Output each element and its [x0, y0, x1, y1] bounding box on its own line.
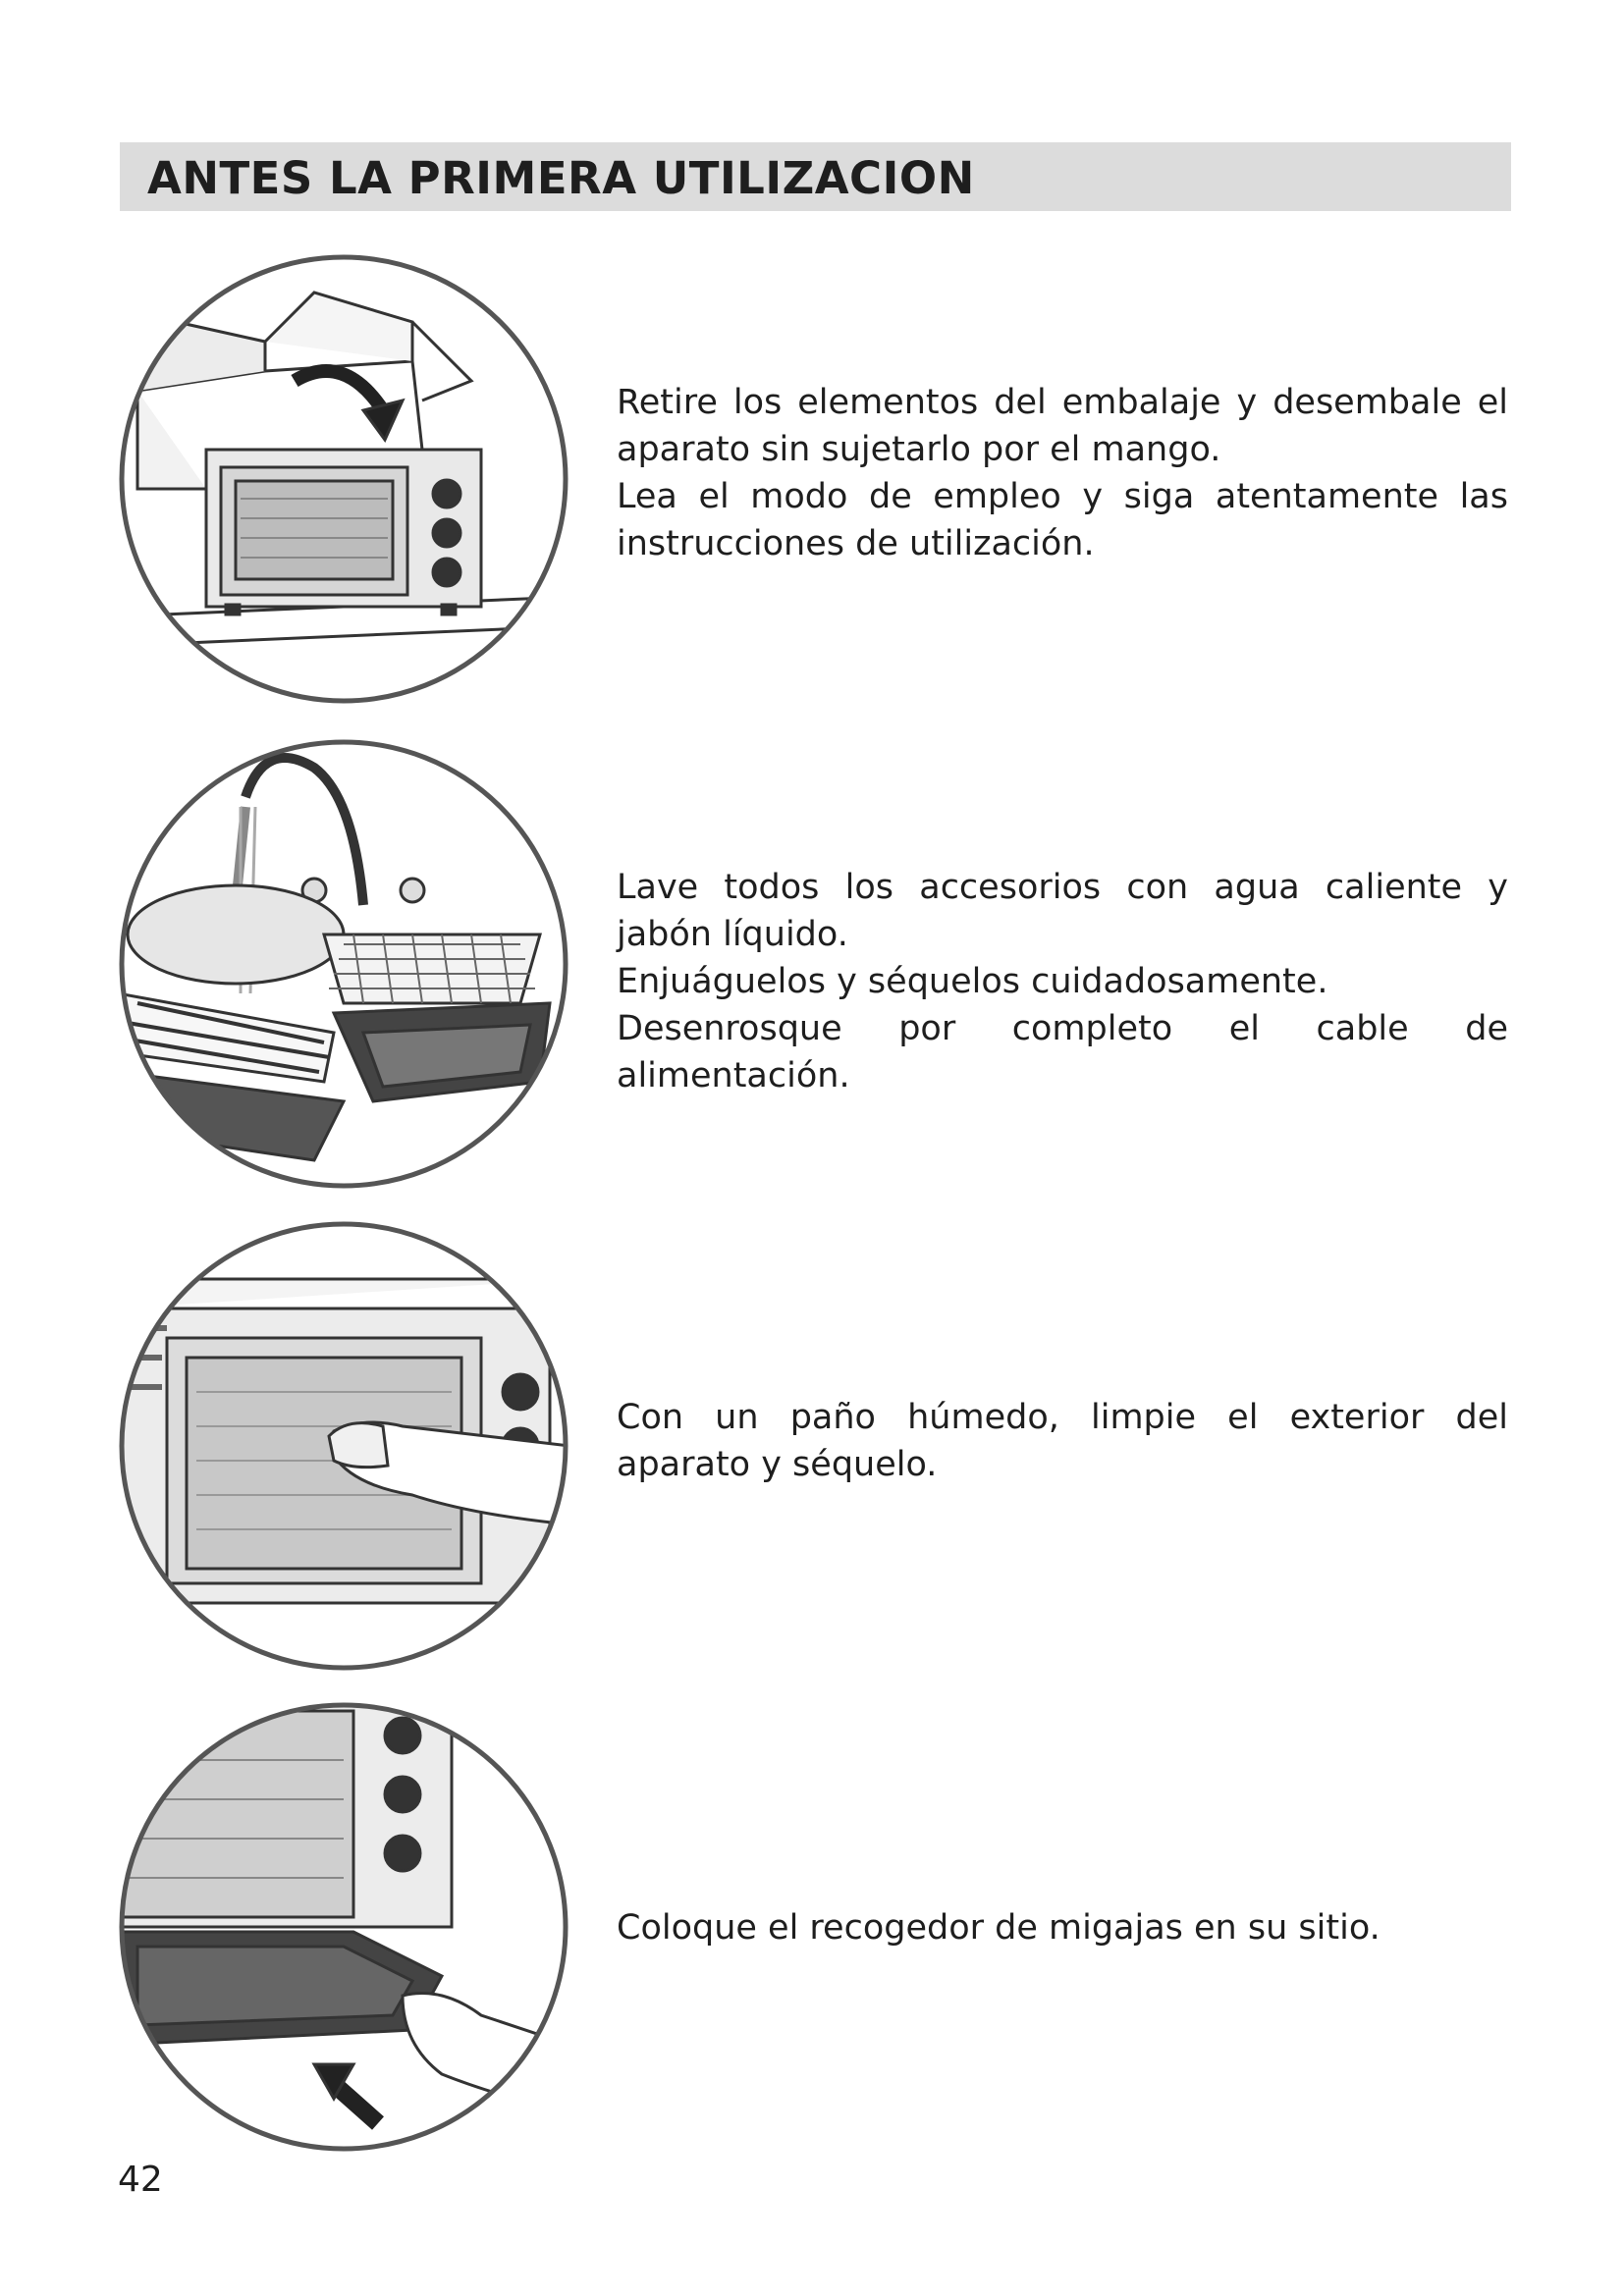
step-paragraph: Con un paño húmedo, limpie el exterior del aparato y séquelo.	[617, 1398, 1508, 1484]
step-paragraph: Lave todos los accesorios con agua caliente y jabón líquido.	[617, 868, 1508, 954]
crumb-tray-illustration	[118, 1701, 569, 2153]
step-paragraph: Lea el modo de empleo y siga atentamente las instrucciones de utilización.	[617, 477, 1508, 563]
page-number: 42	[118, 2160, 163, 2200]
wiping-oven-illustration	[118, 1220, 569, 1672]
step-paragraph: Coloque el recogedor de migajas en su sitio.	[617, 1908, 1380, 1948]
step-paragraph: Retire los elementos del embalaje y desembale el aparato sin sujetarlo por el mango.	[617, 383, 1508, 469]
step-paragraph: Enjuáguelos y séquelos cuidadosamente.	[617, 962, 1328, 1001]
unpacking-oven-illustration	[118, 253, 569, 705]
washing-accessories-illustration	[118, 738, 569, 1190]
step-wipe-text	[617, 1394, 1508, 1488]
step-paragraph: Desenrosque por completo el cable de alimentación.	[617, 1009, 1508, 1095]
section-title: ANTES LA PRIMERA UTILIZACION	[147, 152, 975, 204]
step-wash-text	[617, 864, 1508, 1099]
step-crumb-tray-text	[617, 1904, 1508, 1951]
section-header	[120, 142, 1511, 211]
step-unpack-text	[617, 379, 1508, 567]
